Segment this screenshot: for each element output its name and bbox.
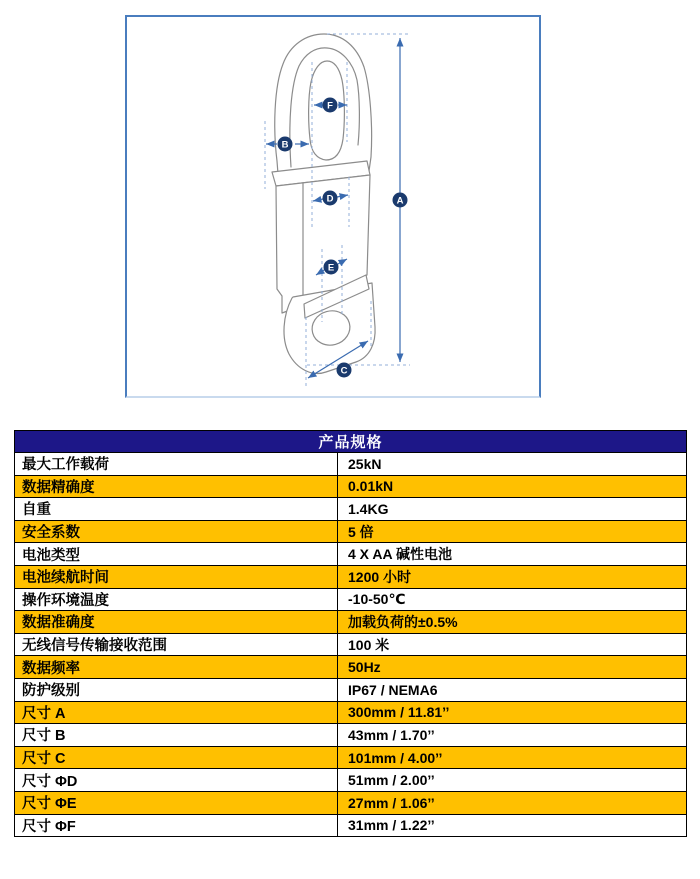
spec-label: 操作环境温度 — [15, 588, 338, 611]
spec-value: IP67 / NEMA6 — [338, 678, 687, 701]
table-row — [15, 611, 687, 634]
spec-label: 尺寸 ΦD — [15, 769, 338, 792]
spec-label: 数据精确度 — [15, 475, 338, 498]
dim-a-label: A — [396, 195, 404, 207]
spec-value: 4 X AA 碱性电池 — [338, 543, 687, 566]
spec-value: 25kN — [338, 453, 687, 476]
spec-label: 尺寸 ΦE — [15, 791, 338, 814]
spec-value: 300mm / 11.81’’ — [338, 701, 687, 724]
spec-value: 5 倍 — [338, 520, 687, 543]
product-spec-table — [14, 430, 687, 837]
table-row — [15, 656, 687, 679]
spec-value: 1200 小时 — [338, 565, 687, 588]
spec-label: 尺寸 ΦF — [15, 814, 338, 837]
table-row — [15, 565, 687, 588]
spec-value: 50Hz — [338, 656, 687, 679]
spec-label: 电池类型 — [15, 543, 338, 566]
spec-table-body — [15, 453, 687, 837]
spec-value: 加载负荷的±0.5% — [338, 611, 687, 634]
table-row — [15, 791, 687, 814]
spec-label: 尺寸 B — [15, 724, 338, 747]
table-row — [15, 633, 687, 656]
spec-value: 100 米 — [338, 633, 687, 656]
table-row — [15, 588, 687, 611]
spec-label: 防护级别 — [15, 678, 338, 701]
spec-label: 尺寸 C — [15, 746, 338, 769]
spec-label: 电池续航时间 — [15, 565, 338, 588]
dim-d-label: D — [326, 193, 334, 205]
table-title: 产品规格 — [15, 431, 687, 453]
table-row — [15, 701, 687, 724]
spec-value: 27mm / 1.06’’ — [338, 791, 687, 814]
table-row — [15, 746, 687, 769]
load-link-drawing — [127, 17, 539, 396]
spec-value: 0.01kN — [338, 475, 687, 498]
dimension-diagram — [125, 15, 541, 398]
table-row — [15, 724, 687, 747]
table-row — [15, 814, 687, 837]
spec-value: -10-50℃ — [338, 588, 687, 611]
spec-label: 数据准确度 — [15, 611, 338, 634]
table-row — [15, 678, 687, 701]
dim-c-label: C — [340, 365, 348, 377]
dim-e-label: E — [327, 262, 335, 274]
spec-label: 自重 — [15, 498, 338, 521]
table-row — [15, 543, 687, 566]
spec-label: 无线信号传输接收范围 — [15, 633, 338, 656]
device-outline — [272, 34, 375, 373]
table-row — [15, 498, 687, 521]
spec-label: 安全系数 — [15, 520, 338, 543]
table-header-row — [15, 431, 687, 453]
dim-f-label: F — [327, 100, 333, 112]
spec-value: 51mm / 2.00’’ — [338, 769, 687, 792]
spec-value: 101mm / 4.00’’ — [338, 746, 687, 769]
spec-label: 尺寸 A — [15, 701, 338, 724]
spec-value: 1.4KG — [338, 498, 687, 521]
table-row — [15, 520, 687, 543]
spec-label: 最大工作载荷 — [15, 453, 338, 476]
table-row — [15, 453, 687, 476]
dim-b-label: B — [281, 139, 289, 151]
spec-label: 数据频率 — [15, 656, 338, 679]
table-row — [15, 475, 687, 498]
spec-value: 43mm / 1.70’’ — [338, 724, 687, 747]
table-row — [15, 769, 687, 792]
spec-value: 31mm / 1.22’’ — [338, 814, 687, 837]
